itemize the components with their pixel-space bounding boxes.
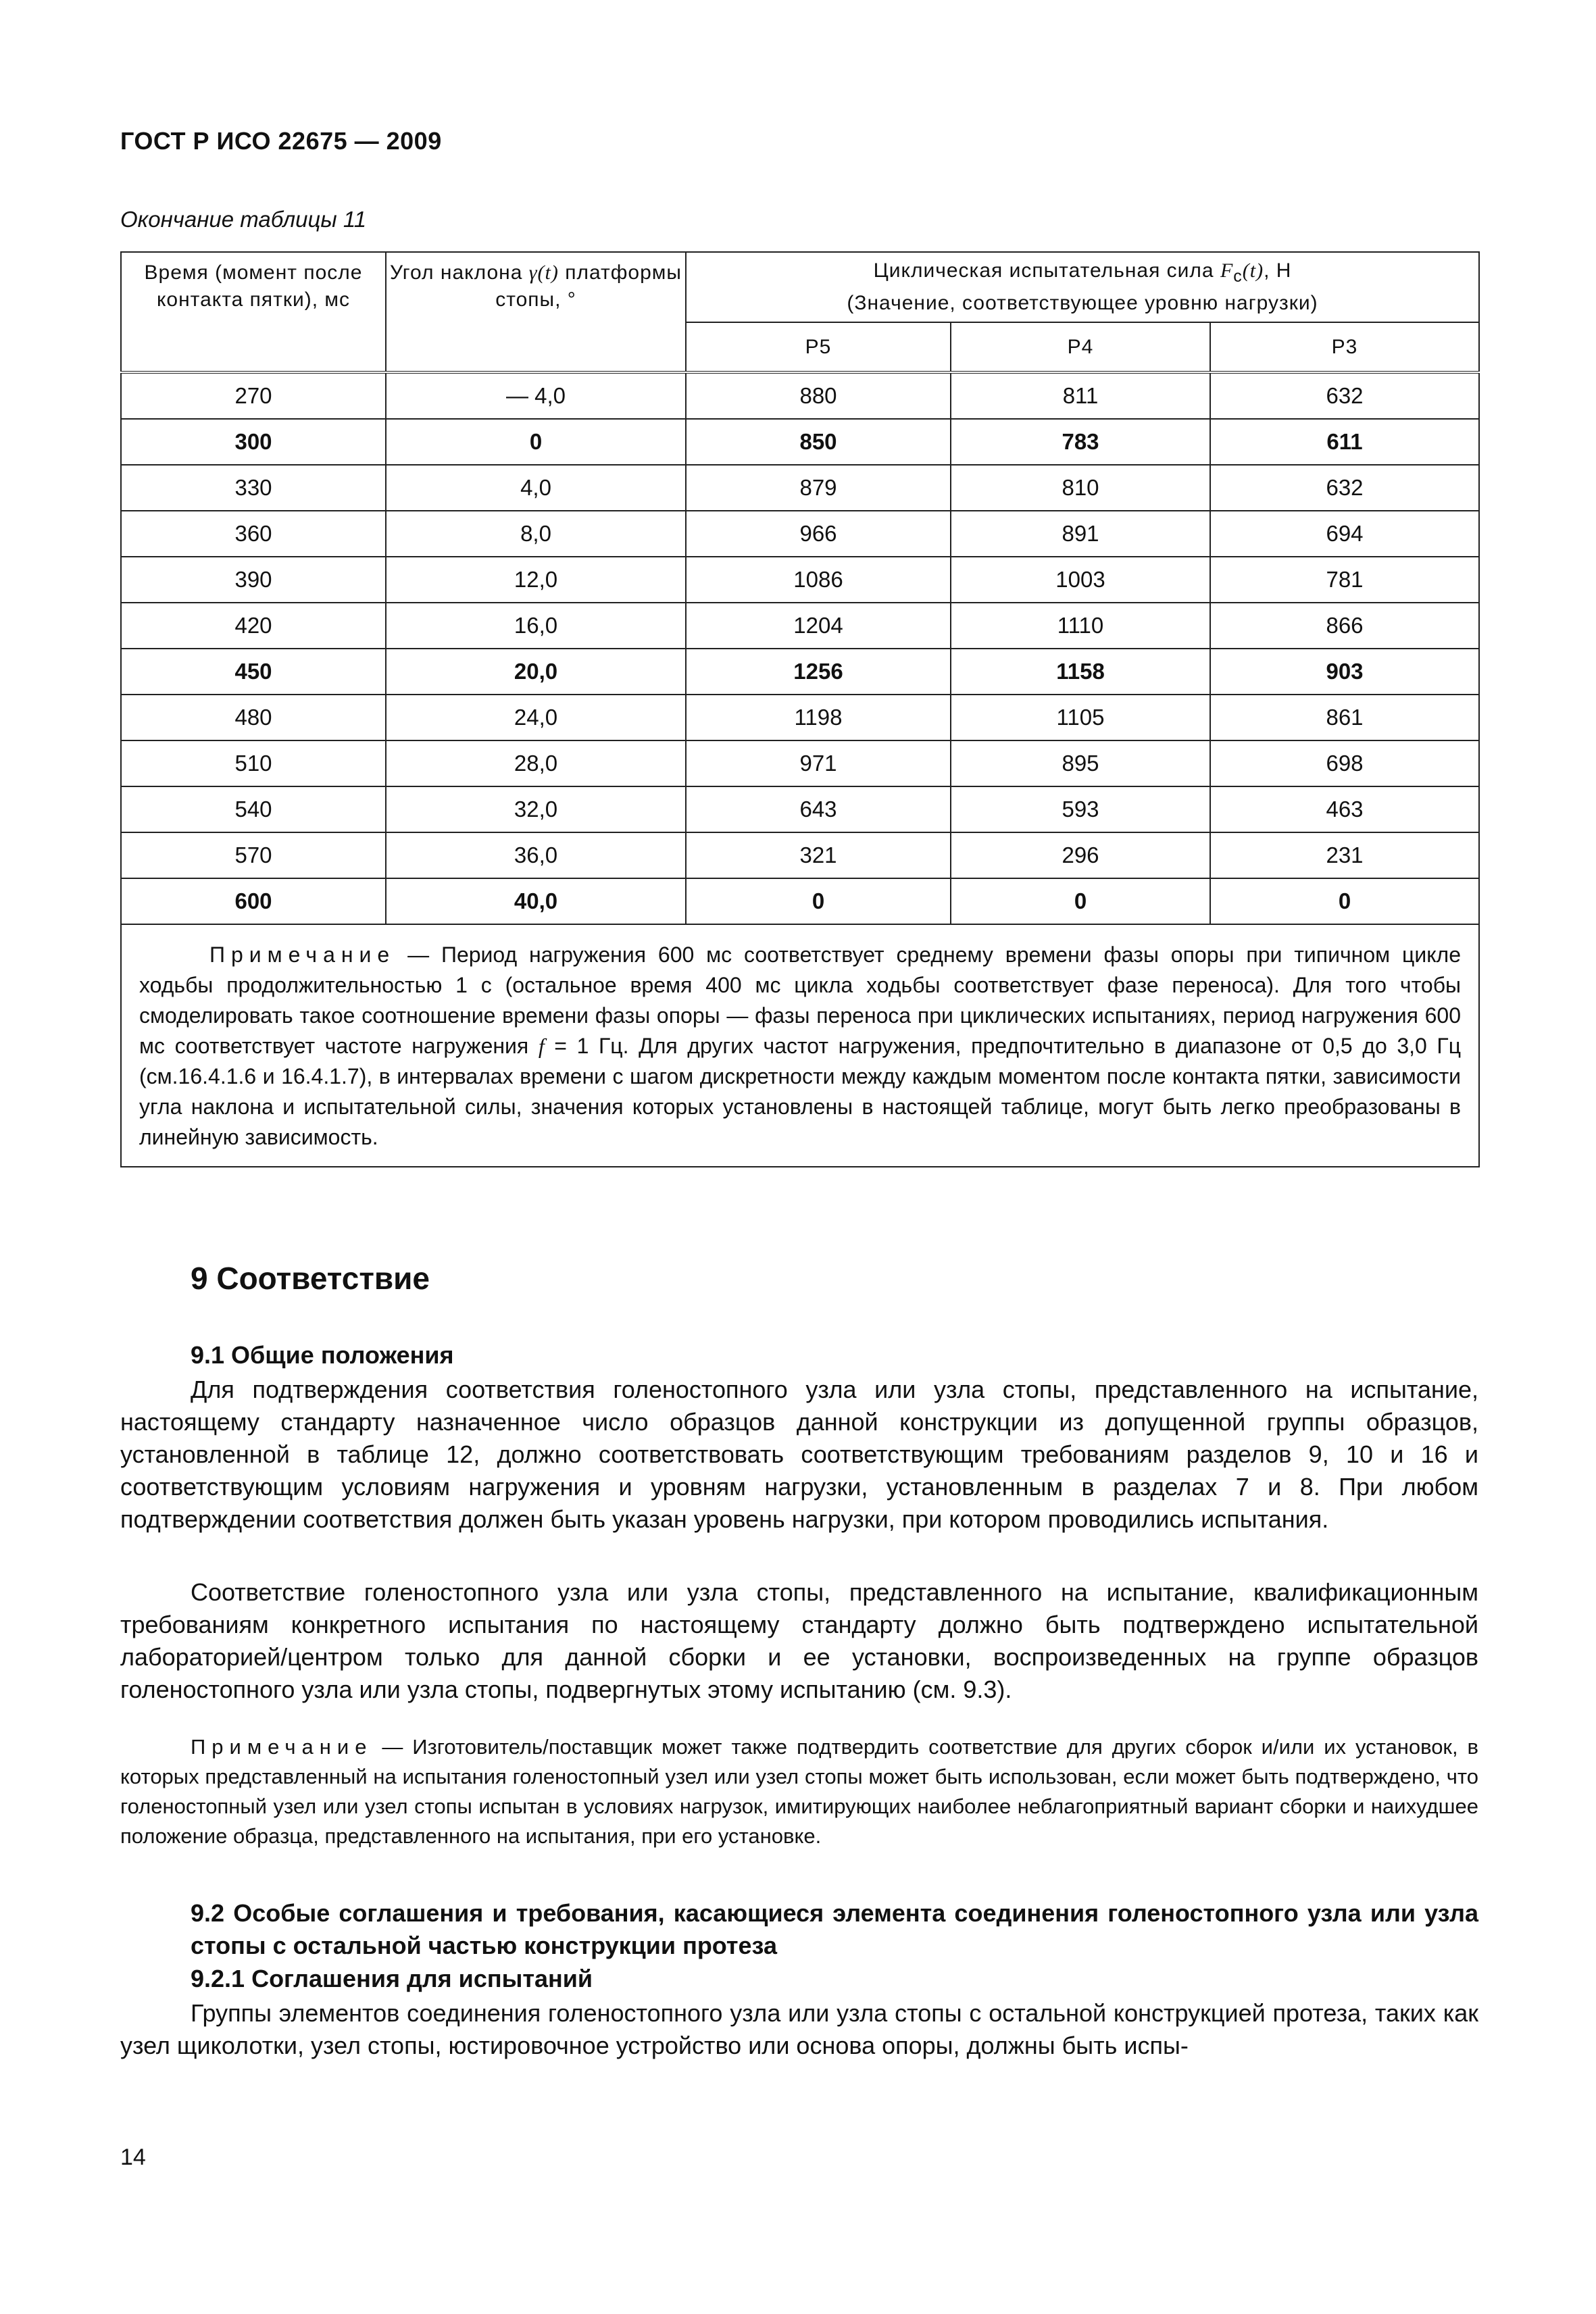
cell-time: 600 (121, 878, 386, 924)
header-level-p4: P4 (951, 322, 1210, 372)
cell-p4: 895 (951, 740, 1210, 786)
table-row (121, 832, 1479, 878)
cell-p5: 850 (686, 419, 951, 465)
paragraph-1: Для подтверждения соответствия голеностопного узла или узла стопы, представленного на испытание, настоящему стандарту назначенное число образцов данной конструкции из допущенной группы образцов, установленной в таблице 12, должно соответствовать соответствующим требованиям разделов 9, 10 и 16 и соответствующим условиям нагружения и уровням нагрузки, установленным в разделах 7 и 8. При любом подтверждении соответствия должен быть указан уровень нагрузки, при котором проводились испытания. (120, 1376, 1478, 1533)
cell-time: 540 (121, 786, 386, 832)
cell-angle: 32,0 (386, 786, 686, 832)
table-row (121, 695, 1479, 740)
cell-time: 330 (121, 465, 386, 511)
cell-p5: 643 (686, 786, 951, 832)
cell-p4: 811 (951, 372, 1210, 419)
cell-p3: 694 (1210, 511, 1479, 557)
table-note: Примечание — Период нагружения 600 мс соответствует среднему времени фазы опоры при типичном цикле ходьбы продолжительностью 1 с (остальное время 400 мс цикла ходьбы соответствует фазе переноса). Для того чтобы смоделировать такое соотношение времени фазы опоры — фазы переноса при циклических испытаниях, период нагружения 600 мс соответствует частоте нагружения f = 1 Гц. Для других частот нагружения, предпочтительно в диапазоне от 0,5 до 3,0 Гц (см.16.4.1.6 и 16.4.1.7), в интервалах времени с шагом дискретности между каждым моментом после контакта пятки, зависимости угла наклона и испытательной силы, значения которых установлены в настоящей таблице, могут быть легко преобразованы в линейную зависимость. (121, 924, 1479, 1167)
document-header: ГОСТ Р ИСО 22675 — 2009 (120, 127, 442, 155)
header-time: Время (момент после контакта пятки), мс (121, 252, 386, 372)
cell-p4: 1110 (951, 603, 1210, 649)
cell-p4: 1105 (951, 695, 1210, 740)
cell-p4: 593 (951, 786, 1210, 832)
cell-time: 570 (121, 832, 386, 878)
cell-p4: 810 (951, 465, 1210, 511)
cell-time: 390 (121, 557, 386, 603)
table-row (121, 878, 1479, 924)
cell-angle: 4,0 (386, 465, 686, 511)
cell-p3: 861 (1210, 695, 1479, 740)
cell-p4: 783 (951, 419, 1210, 465)
table-row (121, 511, 1479, 557)
section-title: 9 Соответствие (191, 1261, 430, 1296)
cell-p5: 1086 (686, 557, 951, 603)
cell-angle: 40,0 (386, 878, 686, 924)
table-row (121, 603, 1479, 649)
cell-p3: 698 (1210, 740, 1479, 786)
cell-angle: 36,0 (386, 832, 686, 878)
cell-p4: 296 (951, 832, 1210, 878)
cell-angle: 20,0 (386, 649, 686, 695)
cell-p3: 632 (1210, 372, 1479, 419)
cell-time: 270 (121, 372, 386, 419)
cell-p5: 880 (686, 372, 951, 419)
cell-p5: 966 (686, 511, 951, 557)
note-paragraph: Примечание — Изготовитель/поставщик может также подтвердить соответствие для других сборок и/или их установок, в которых представленный на испытания голеностопный узел или узел стопы может быть использован, если может быть подтверждено, что голеностопный узел или узел стопы испытан в условиях нагрузок, имитирующих наиболее неблагоприятный вариант сборки и наихудшее положение образца, представленного на испытания, при его установке. (120, 1735, 1478, 1848)
cell-angle: 24,0 (386, 695, 686, 740)
paragraph-3: Группы элементов соединения голеностопного узла или узла стопы с остальной конструкцией протеза, таких как узел щиколотки, узел стопы, юстировочное устройство или основа опоры, должны быть испы- (120, 1999, 1478, 2059)
cell-p3: 0 (1210, 878, 1479, 924)
cell-p5: 879 (686, 465, 951, 511)
cell-p3: 463 (1210, 786, 1479, 832)
header-angle: Угол наклона γ(t) платформы стопы, ° (386, 252, 686, 372)
cell-time: 360 (121, 511, 386, 557)
cell-angle: 8,0 (386, 511, 686, 557)
header-level-p5: P5 (686, 322, 951, 372)
page-number: 14 (120, 2144, 146, 2170)
cell-p3: 866 (1210, 603, 1479, 649)
cell-time: 300 (121, 419, 386, 465)
cell-p3: 903 (1210, 649, 1479, 695)
subsection-9-2-1-title: 9.2.1 Соглашения для испытаний (191, 1965, 593, 1992)
cell-time: 480 (121, 695, 386, 740)
table-row (121, 786, 1479, 832)
paragraph-2: Соответствие голеностопного узла или узла стопы, представленного на испытание, квалификационным требованиям конкретного испытания по настоящему стандарту должно быть подтверждено испытательной лабораторией/центром только для данной сборки и ее установки, воспроизведенных на группе образцов голеностопного узла или узла стопы, подвергнутых этому испытанию (см. 9.3). (120, 1578, 1478, 1703)
cell-p5: 321 (686, 832, 951, 878)
cell-p3: 611 (1210, 419, 1479, 465)
table-row (121, 419, 1479, 465)
table-caption: Окончание таблицы 11 (120, 207, 367, 232)
cell-angle: 16,0 (386, 603, 686, 649)
subsection-9-2-title: 9.2 Особые соглашения и требования, касающиеся элемента соединения голеностопного узла или узла стопы с остальной частью конструкции протеза (191, 1899, 1478, 1959)
cell-p4: 1003 (951, 557, 1210, 603)
cell-p5: 1204 (686, 603, 951, 649)
cell-angle: 0 (386, 419, 686, 465)
table-row (121, 465, 1479, 511)
cell-p5: 1256 (686, 649, 951, 695)
cell-angle: 28,0 (386, 740, 686, 786)
cell-p4: 1158 (951, 649, 1210, 695)
table-row (121, 649, 1479, 695)
data-table (120, 251, 1480, 1167)
cell-p3: 231 (1210, 832, 1479, 878)
table-row (121, 372, 1479, 419)
cell-p5: 971 (686, 740, 951, 786)
cell-time: 510 (121, 740, 386, 786)
table-row (121, 557, 1479, 603)
cell-p5: 0 (686, 878, 951, 924)
cell-p3: 632 (1210, 465, 1479, 511)
cell-p3: 781 (1210, 557, 1479, 603)
subsection-9-1-title: 9.1 Общие положения (191, 1341, 454, 1369)
cell-p4: 0 (951, 878, 1210, 924)
cell-p4: 891 (951, 511, 1210, 557)
header-level-p3: P3 (1210, 322, 1479, 372)
cell-angle: — 4,0 (386, 372, 686, 419)
cell-time: 450 (121, 649, 386, 695)
cell-time: 420 (121, 603, 386, 649)
cell-p5: 1198 (686, 695, 951, 740)
table-row (121, 740, 1479, 786)
header-force: Циклическая испытательная сила $F_c(t)$, Н (Значение, соответствующее уровню нагрузки) (686, 252, 1479, 322)
cell-angle: 12,0 (386, 557, 686, 603)
